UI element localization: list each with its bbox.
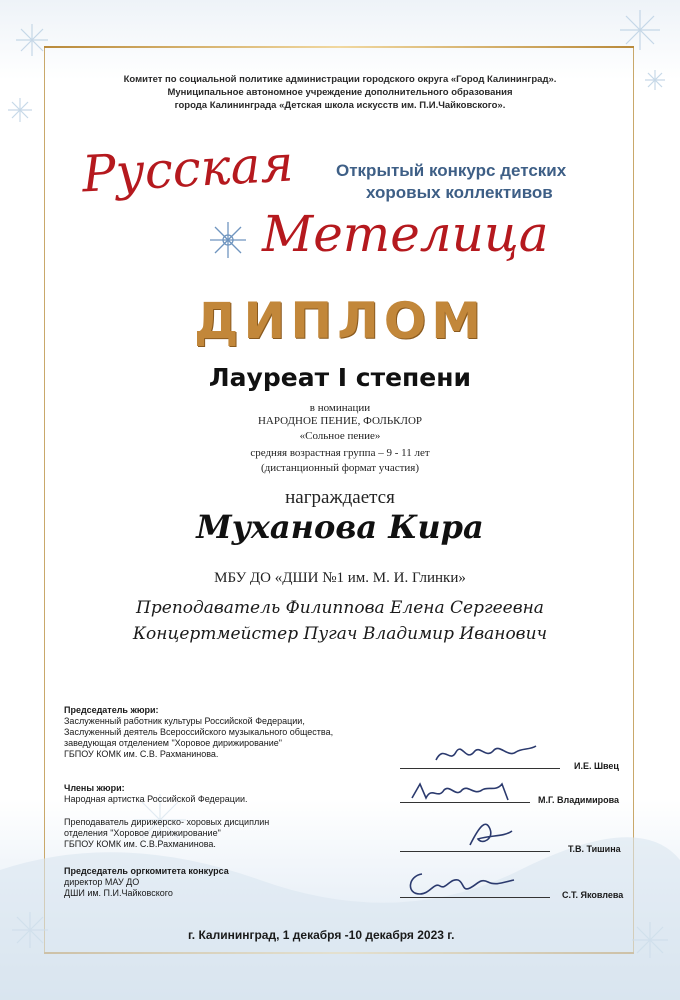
recipient-name: Муханова Кира xyxy=(196,508,484,546)
org-committee-desc-2: ДШИ им. П.И.Чайковского xyxy=(64,888,173,898)
jury-member1-desc: Народная артистка Российской Федерации. xyxy=(64,794,248,804)
member2-signature xyxy=(460,815,520,855)
org-committee-desc-1: директор МАУ ДО xyxy=(64,877,140,887)
jury-member2-desc-2: отделения "Хоровое дирижирование" xyxy=(64,828,221,838)
diploma-title: ДИПЛОМ xyxy=(193,292,486,350)
participation-format: (дистанционный формат участия) xyxy=(260,462,420,474)
jury-chair-desc-1: Заслуженный работник культуры Российской Федерации, xyxy=(64,716,305,726)
jury-member2-desc-3: ГБПОУ КОМК им. С.В.Рахманинова. xyxy=(64,839,216,849)
jury-chair-desc-3: заведующая отделением "Хоровое дирижирование" xyxy=(64,738,282,748)
nomination-intro: в номинации xyxy=(309,402,371,414)
logo-word-2: Метелица xyxy=(262,205,549,263)
awarded-label: награждается xyxy=(285,487,395,508)
org-committee-block xyxy=(64,866,229,899)
contest-line-1: Открытый конкурс детских xyxy=(336,161,567,180)
chair-signature xyxy=(430,738,540,770)
nomination: НАРОДНОЕ ПЕНИЕ, ФОЛЬКЛОР xyxy=(257,415,423,427)
diploma-rank: Лауреат I степени xyxy=(208,363,472,392)
member1-name: М.Г. Владимирова xyxy=(538,795,620,805)
header-line-1: Комитет по социальной политике администрации городского округа «Город Калининград». xyxy=(123,74,557,85)
jury-chair-desc-4: ГБПОУ КОМК им. С.В. Рахманинова. xyxy=(64,749,219,759)
jury-member1-block xyxy=(64,783,248,805)
subnomination: «Сольное пение» xyxy=(299,430,381,442)
jury-member2-desc-1: Преподаватель дирижерско- хоровых дисциплин xyxy=(64,817,270,827)
jury-members-title: Члены жюри: xyxy=(64,783,125,793)
org-signature xyxy=(400,864,530,900)
member1-signature xyxy=(408,778,518,808)
logo-word-1: Русская xyxy=(80,134,295,204)
place-date: г. Калининград, 1 декабря -10 декабря 2023 г. xyxy=(188,928,455,942)
member2-name: Т.В. Тишина xyxy=(568,844,621,854)
header-line-3: города Калининграда «Детская школа искусств им. П.И.Чайковского». xyxy=(174,100,506,111)
teacher-name: Преподаватель Филиппова Елена Сергеевна xyxy=(136,598,544,618)
header-line-2: Муниципальное автономное учреждение дополнительного образования xyxy=(167,87,513,98)
contest-line-2: хоровых коллективов xyxy=(366,183,553,202)
org-name: С.Т. Яковлева xyxy=(562,890,624,900)
jury-member2-block xyxy=(64,817,269,850)
chair-name: И.Е. Швец xyxy=(574,761,619,771)
org-committee-title: Председатель оргкомитета конкурса xyxy=(64,866,229,876)
school-name: МБУ ДО «ДШИ №1 им. М. И. Глинки» xyxy=(214,570,466,586)
jury-chair-block xyxy=(64,705,333,760)
jury-chair-desc-2: Заслуженный деятель Всероссийского музыкального общества, xyxy=(64,727,334,737)
age-group: средняя возрастная группа – 9 - 11 лет xyxy=(250,447,430,459)
jury-chair-title: Председатель жюри: xyxy=(64,705,159,715)
accompanist-name: Концертмейстер Пугач Владимир Иванович xyxy=(132,624,548,644)
